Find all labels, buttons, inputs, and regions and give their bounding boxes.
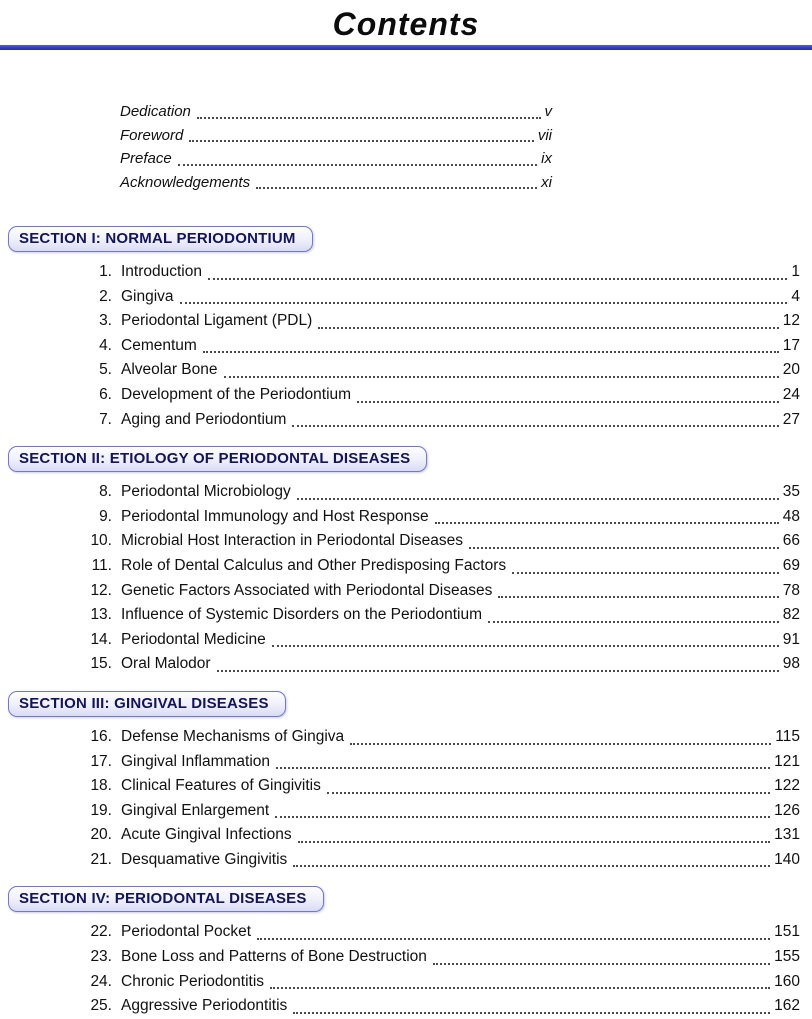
chapter-title: Gingiva [121, 287, 174, 305]
front-matter-entry [120, 100, 552, 124]
dot-leader [276, 767, 770, 769]
chapter-title: Role of Dental Calculus and Other Predisposing Factors [121, 556, 507, 574]
page-number: 151 [774, 923, 800, 941]
page-number: 17 [782, 336, 800, 354]
chapter-number: 14. [90, 630, 112, 648]
chapter-list [0, 479, 812, 677]
chapter-list [0, 724, 812, 873]
page-title: Contents [332, 6, 480, 42]
chapter-title: Periodontal Ligament (PDL) [121, 312, 313, 330]
front-matter-label: Acknowledgements [120, 173, 251, 191]
toc-entry [72, 750, 800, 775]
chapter-title: Genetic Factors Associated with Periodontal Diseases [121, 581, 493, 599]
chapter-number: 16. [90, 727, 112, 745]
page-number: 78 [782, 581, 800, 599]
toc-entry [72, 334, 800, 359]
page-number: 20 [782, 361, 800, 379]
chapter-title: Oral Malodor [121, 655, 211, 673]
front-matter-label: Preface [120, 150, 172, 167]
toc-entry [72, 774, 800, 799]
page-number: 4 [791, 287, 800, 305]
toc-entry [72, 945, 800, 970]
page-number: 27 [782, 410, 800, 428]
section-header: SECTION I: NORMAL PERIODONTIUM [8, 226, 313, 252]
dot-leader [272, 645, 779, 647]
page-number: 160 [774, 972, 800, 990]
front-matter-entry [120, 171, 552, 195]
front-matter-entry [120, 147, 552, 171]
chapter-number: 21. [90, 850, 112, 868]
section-normal-periodontium [0, 226, 812, 432]
toc-entry [72, 603, 800, 628]
page-number: vii [537, 126, 552, 144]
dot-leader [498, 596, 778, 598]
front-matter-entry [120, 124, 552, 148]
page-number: 82 [782, 606, 800, 624]
chapter-number: 8. [99, 483, 112, 501]
dot-leader [318, 327, 778, 329]
page-number: 1 [791, 263, 800, 280]
toc-entry [72, 725, 800, 750]
page-number: 121 [774, 752, 800, 770]
page-number: 12 [782, 312, 800, 330]
toc-entry [72, 579, 800, 604]
chapter-number: 2. [99, 287, 112, 305]
section-periodontal-diseases [0, 886, 812, 1018]
chapter-title: Periodontal Pocket [121, 923, 252, 941]
toc-entry [72, 823, 800, 848]
dot-leader [350, 743, 771, 745]
chapter-number: 22. [90, 923, 112, 941]
toc-entry [72, 628, 800, 653]
chapter-number: 12. [90, 581, 112, 599]
chapter-title: Chronic Periodontitis [121, 972, 265, 990]
chapter-number: 5. [99, 361, 112, 379]
chapter-title: Introduction [121, 263, 202, 280]
chapter-number: 25. [90, 997, 112, 1015]
dot-leader [488, 621, 779, 623]
toc-entry [72, 994, 800, 1019]
toc-entry [72, 505, 800, 530]
chapter-list [0, 919, 812, 1018]
chapter-number: 1. [99, 263, 112, 280]
chapter-title: Influence of Systemic Disorders on the Periodontium [121, 606, 482, 624]
dot-leader [297, 498, 779, 500]
chapter-title: Aging and Periodontium [121, 410, 287, 428]
chapter-title: Alveolar Bone [121, 361, 218, 379]
page-number: 91 [782, 630, 800, 648]
dot-leader [275, 816, 770, 818]
section-gingival-diseases [0, 691, 812, 873]
front-matter-label: Dedication [120, 103, 191, 120]
chapter-title: Defense Mechanisms of Gingiva [121, 727, 345, 745]
dot-leader [257, 938, 770, 940]
dot-leader [180, 302, 788, 304]
dot-leader [217, 670, 779, 672]
page-number: 66 [782, 532, 800, 550]
page-number: v [544, 103, 552, 120]
dot-leader [292, 425, 778, 427]
dot-leader [224, 376, 779, 378]
page-number: 35 [782, 483, 800, 501]
chapter-title: Periodontal Immunology and Host Response [121, 507, 429, 525]
dot-leader [298, 841, 771, 843]
chapter-number: 20. [90, 826, 112, 844]
page-number: 131 [774, 826, 800, 844]
chapter-number: 15. [90, 655, 112, 673]
page-number: 24 [782, 385, 800, 403]
toc-entry [72, 309, 800, 334]
toc-entry [72, 920, 800, 945]
toc-entry [72, 358, 800, 383]
toc-entry [72, 285, 800, 310]
front-matter-label: Foreword [120, 126, 184, 144]
dot-leader [293, 865, 770, 867]
toc-entry [72, 554, 800, 579]
dot-leader [270, 987, 770, 989]
chapter-title: Periodontal Medicine [121, 630, 266, 648]
page-number: 98 [782, 655, 800, 673]
page-number: ix [541, 150, 552, 167]
dot-leader [189, 140, 533, 142]
dot-leader [327, 792, 770, 794]
toc-entry [72, 848, 800, 873]
chapter-list [0, 259, 812, 432]
page-number: 115 [775, 727, 800, 745]
dot-leader [178, 164, 537, 166]
toc-entry [72, 652, 800, 677]
chapter-title: Acute Gingival Infections [121, 826, 292, 844]
page-number: 162 [774, 997, 800, 1015]
dot-leader [435, 522, 779, 524]
toc-entry [72, 529, 800, 554]
chapter-title: Gingival Inflammation [121, 752, 271, 770]
chapter-title: Gingival Enlargement [121, 801, 270, 819]
page-number: xi [541, 173, 552, 191]
chapter-number: 23. [90, 948, 112, 966]
chapter-number: 3. [99, 312, 112, 330]
section-header: SECTION II: ETIOLOGY OF PERIODONTAL DISEASES [8, 446, 427, 472]
page-number: 69 [782, 556, 800, 574]
chapter-number: 18. [90, 777, 112, 795]
chapter-number: 19. [90, 801, 112, 819]
chapter-number: 4. [99, 336, 112, 354]
chapter-title: Desquamative Gingivitis [121, 850, 288, 868]
dot-leader [256, 187, 537, 189]
chapter-title: Aggressive Periodontitis [121, 997, 288, 1015]
chapter-title: Microbial Host Interaction in Periodontal Diseases [121, 532, 464, 550]
dot-leader [469, 547, 779, 549]
page-number: 48 [782, 507, 800, 525]
toc-entry [72, 408, 800, 433]
section-etiology [0, 446, 812, 677]
chapter-title: Development of the Periodontium [121, 385, 352, 403]
dot-leader [197, 117, 541, 119]
toc-entry [72, 799, 800, 824]
front-matter [120, 100, 552, 194]
chapter-number: 17. [90, 752, 112, 770]
dot-leader [512, 572, 779, 574]
toc-entry [72, 260, 800, 285]
chapter-title: Bone Loss and Patterns of Bone Destruction [121, 948, 427, 966]
dot-leader [203, 351, 779, 353]
chapter-number: 7. [99, 410, 112, 428]
dot-leader [208, 278, 787, 280]
chapter-number: 24. [90, 972, 112, 990]
page-number: 140 [774, 850, 800, 868]
chapter-number: 11. [91, 556, 112, 574]
chapter-number: 10. [90, 532, 112, 550]
section-header: SECTION IV: PERIODONTAL DISEASES [8, 886, 324, 912]
dot-leader [357, 401, 779, 403]
page-number: 155 [774, 948, 800, 966]
toc-entry [72, 383, 800, 408]
toc-entry [72, 970, 800, 995]
chapter-title: Clinical Features of Gingivitis [121, 777, 321, 795]
chapter-number: 6. [99, 385, 112, 403]
chapter-number: 13. [90, 606, 112, 624]
chapter-title: Periodontal Microbiology [121, 483, 291, 501]
chapter-number: 9. [99, 507, 112, 525]
dot-leader [293, 1012, 770, 1014]
toc-entry [72, 480, 800, 505]
section-header: SECTION III: GINGIVAL DISEASES [8, 691, 286, 717]
title-rule [0, 45, 812, 50]
page-number: 122 [774, 777, 800, 795]
dot-leader [433, 963, 770, 965]
page-number: 126 [774, 801, 800, 819]
chapter-title: Cementum [121, 336, 197, 354]
